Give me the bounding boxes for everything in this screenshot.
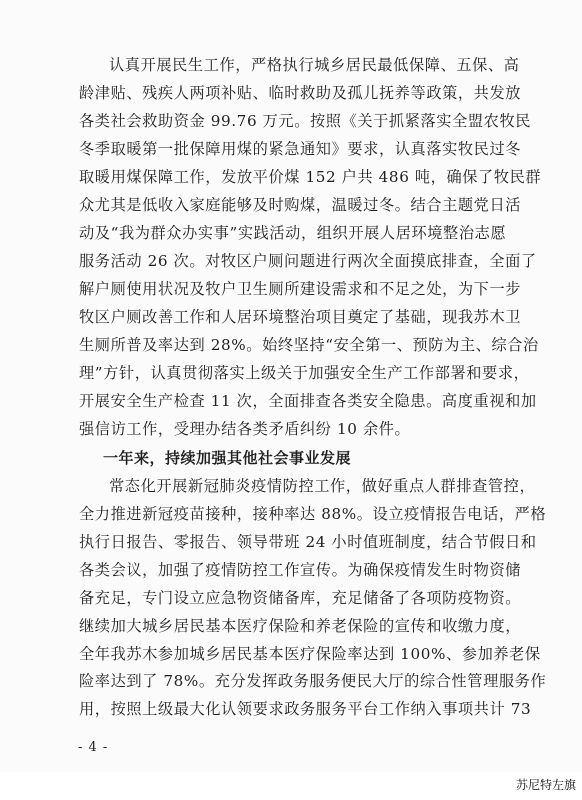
body-line: 龄津贴、残疾人两项补贴、临时救助及孤儿抚养等政策，共发放	[79, 84, 522, 102]
body-line: 继续加大城乡居民基本医疗保险和养老保险的宣传和收缴力度，	[79, 617, 522, 635]
body-line: 生厕所普及率达到 28%。始终坚持“安全第一、预防为主、综合治	[79, 336, 539, 354]
footer-label: 苏尼特左旗	[515, 778, 576, 792]
body-line: 全年我苏木参加城乡居民基本医疗保险率达到 100%、参加养老保	[79, 645, 541, 663]
body-line: 各类会议，加强了疫情防控工作宣传。为确保疫情发生时物资储	[79, 561, 522, 579]
body-line: 执行日报告、零报告、领导带班 24 小时值班制度，结合节假日和	[79, 533, 537, 551]
body-line: 各类社会救助资金 99.76 万元。按照《关于抓紧落实全盟农牧民	[79, 112, 532, 130]
body-line: 动及“我为群众办实事”实践活动，组织开展人居环境整治志愿	[79, 224, 507, 242]
body-line: 常态化开展新冠肺炎疫情防控工作，做好重点人群排查管控，	[109, 477, 536, 495]
body-line: 险率达到了 78%。充分发挥政务服务便民大厅的综合性管理服务作	[79, 672, 547, 690]
body-line: 备充足，专门设立应急物资储备库，充足储备了各项防疫物资。	[79, 589, 522, 607]
body-line: 解户厕使用状况及牧户卫生厕所建设需求和不足之处，为下一步	[79, 280, 522, 298]
page-number: - 4 -	[78, 740, 109, 755]
section-heading: 一年来，持续加强其他社会事业发展	[103, 449, 352, 467]
body-line: 用，按照上级最大化认领要求政务服务平台工作纳入事项共计 73	[79, 700, 532, 718]
body-line: 全力推进新冠疫苗接种，接种率达 88%。设立疫情报告电话，严格	[79, 505, 547, 523]
body-line: 认真开展民生工作，严格执行城乡居民最低保障、五保、高	[109, 56, 520, 74]
body-line: 牧区户厕改善工作和人居环境整治项目奠定了基础，现我苏木卫	[79, 308, 522, 326]
body-line: 开展安全生产检查 11 次，全面排查各类安全隐患。高度重视和加	[79, 392, 537, 410]
body-line: 冬季取暖第一批保障用煤的紧急通知》要求，认真落实牧民过冬	[79, 140, 522, 158]
body-line: 强信访工作，受理办结各类矛盾纠纷 10 余件。	[79, 420, 411, 438]
body-line: 服务活动 26 次。对牧区户厕问题进行两次全面摸底排查，全面了	[79, 252, 537, 270]
footer-bar	[0, 772, 582, 800]
body-line: 取暖用煤保障工作，发放平价煤 152 户共 486 吨，确保了牧民群	[79, 168, 542, 186]
body-line: 理”方针，认真贯彻落实上级关于加强安全生产工作部署和要求，	[79, 364, 530, 382]
body-line: 众尤其是低收入家庭能够及时购煤，温暖过冬。结合主题党日活	[79, 196, 522, 214]
